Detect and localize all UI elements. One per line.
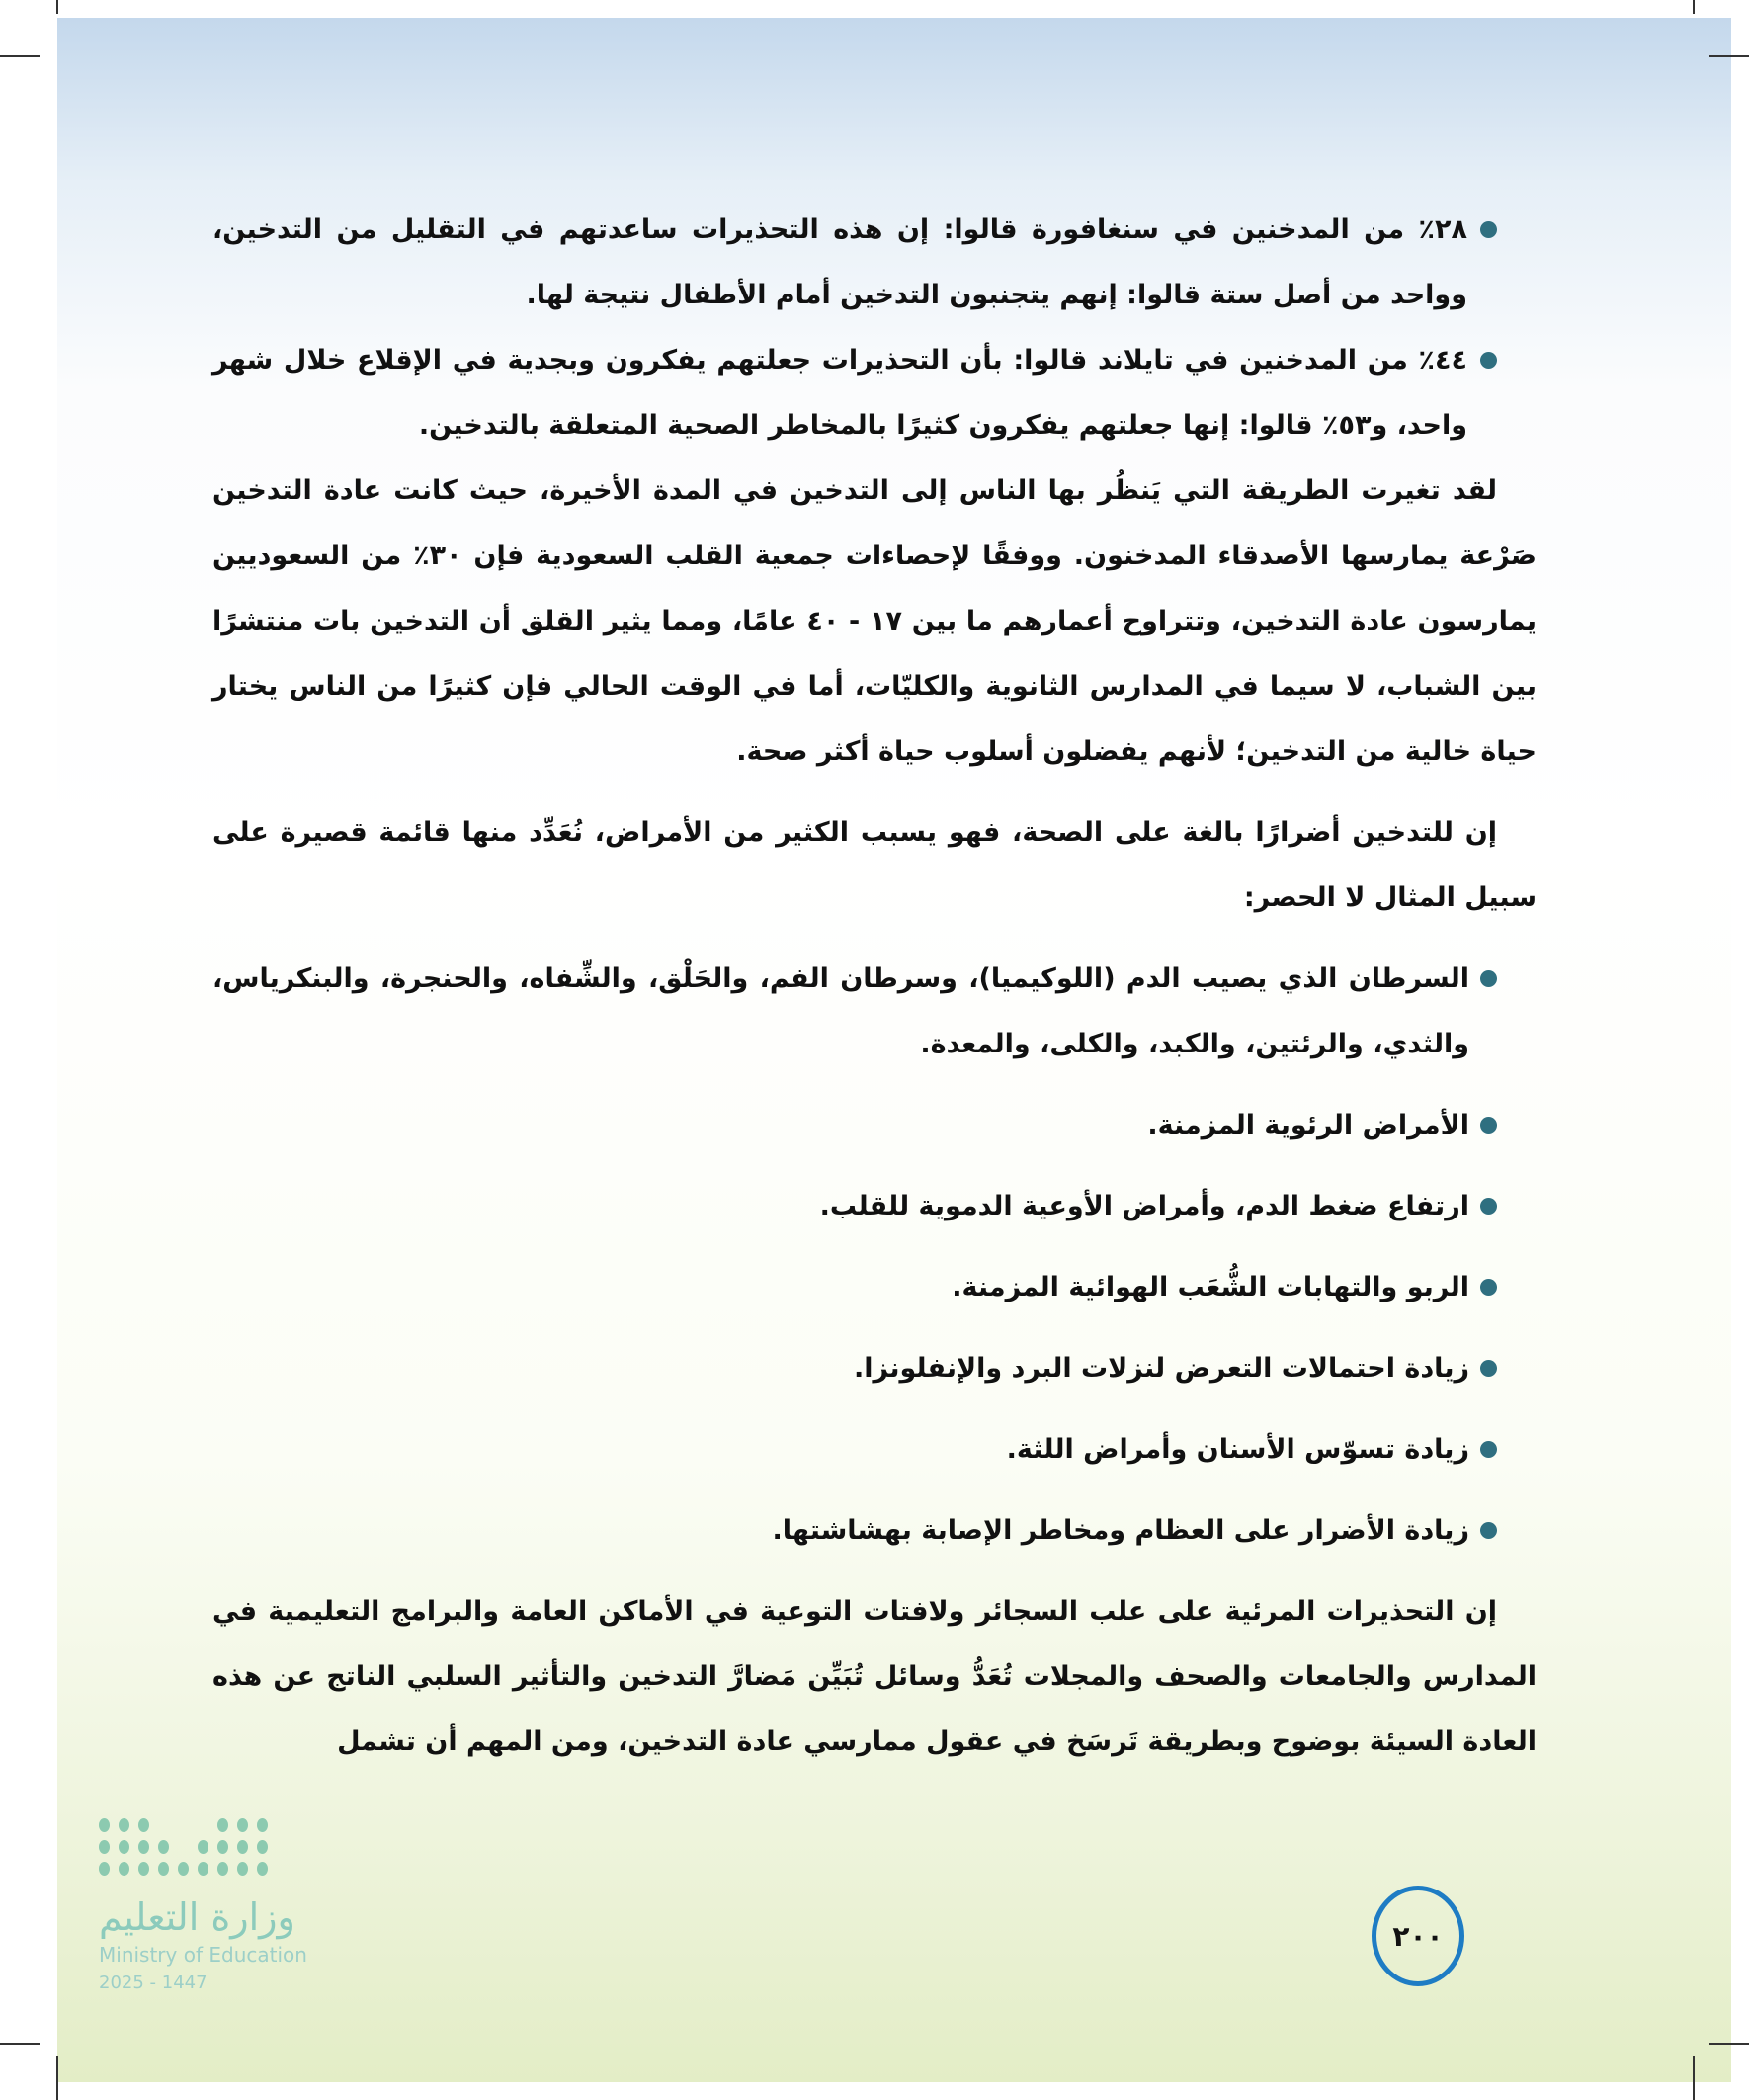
- logo-dots-icon: [99, 1818, 277, 1876]
- survey-bullets: [212, 198, 1537, 459]
- crop-mark: [0, 2043, 40, 2045]
- crop-mark: [1693, 0, 1695, 14]
- list-item: زيادة احتمالات التعرض لنزلات البرد والإنفلونزا.: [212, 1336, 1537, 1401]
- crop-mark: [1709, 55, 1749, 57]
- crop-mark: [0, 55, 40, 57]
- paragraph: إن للتدخين أضرارًا بالغة على الصحة، فهو يسبب الكثير من الأمراض، نُعَدِّد منها قائمة قصيرة على سبيل المثال لا الحصر:: [212, 817, 1537, 913]
- list-item: زيادة الأضرار على العظام ومخاطر الإصابة بهشاشتها.: [212, 1498, 1537, 1563]
- list-item: ٤٤٪ من المدخنين في تايلاند قالوا: بأن التحذيرات جعلتهم يفكرون وبجدية في الإقلاع خلال شهر واحد، و٥٣٪ قالوا: إنها جعلتهم يفكرون كثيرًا بالمخاطر الصحية المتعلقة بالتدخين.: [212, 328, 1537, 459]
- paragraph: إن التحذيرات المرئية على علب السجائر ولافتات التوعية في الأماكن العامة والبرامج التعليمية في المدارس والجامعات والصحف والمجلات تُعَدُّ وسائل تُبَيِّن مَضارَّ التدخين والتأثير السلبي الناتج عن هذه العادة السيئة بوضوح وبطريقة تَرسَخ في عقول ممارسي عادة التدخين، ومن المهم أن تشمل: [212, 1596, 1537, 1757]
- list-item: الربو والتهابات الشُّعَب الهوائية المزمنة.: [212, 1255, 1537, 1320]
- logo-year: 2025 - 1447: [99, 1973, 208, 1993]
- crop-mark: [1709, 2043, 1749, 2045]
- list-item: زيادة تسوّس الأسنان وأمراض اللثة.: [212, 1417, 1537, 1482]
- page-content: [212, 198, 1537, 1791]
- list-item: الأمراض الرئوية المزمنة.: [212, 1093, 1537, 1158]
- ministry-logo: [99, 1818, 316, 1993]
- page-number: ٢٠٠: [1372, 1886, 1464, 1986]
- list-item: السرطان الذي يصيب الدم (اللوكيميا)، وسرطان الفم، والحَلْق، والشِّفاه، والحنجرة، والبنكرياس، والثدي، والرئتين، والكبد، والكلى، والمعدة.: [212, 947, 1537, 1077]
- crop-mark: [56, 2056, 58, 2100]
- crop-mark: [1693, 2056, 1695, 2100]
- disease-list: [212, 947, 1537, 1563]
- paragraph: لقد تغيرت الطريقة التي يَنظُر بها الناس إلى التدخين في المدة الأخيرة، حيث كانت عادة التدخين صَرْعة يمارسها الأصدقاء المدخنون. ووفقًا لإحصاءات جمعية القلب السعودية فإن ٣٠٪ من السعوديين يمارسون عادة التدخين، وتتراوح أعمارهم ما بين ١٧ - ٤٠ عامًا، ومما يثير القلق أن التدخين بات منتشرًا بين الشباب، لا سيما في المدارس الثانوية والكليّات، أما في الوقت الحالي فإن كثيرًا من الناس يختار حياة خالية من التدخين؛ لأنهم يفضلون أسلوب حياة أكثر صحة.: [212, 475, 1537, 767]
- crop-mark: [56, 0, 58, 14]
- logo-arabic-text: وزارة التعليم: [99, 1895, 295, 1939]
- list-item: ٢٨٪ من المدخنين في سنغافورة قالوا: إن هذه التحذيرات ساعدتهم في التقليل من التدخين، وواحد من أصل ستة قالوا: إنهم يتجنبون التدخين أمام الأطفال نتيجة لها.: [212, 198, 1537, 328]
- list-item: ارتفاع ضغط الدم، وأمراض الأوعية الدموية للقلب.: [212, 1174, 1537, 1239]
- logo-english-text: Ministry of Education: [99, 1943, 307, 1967]
